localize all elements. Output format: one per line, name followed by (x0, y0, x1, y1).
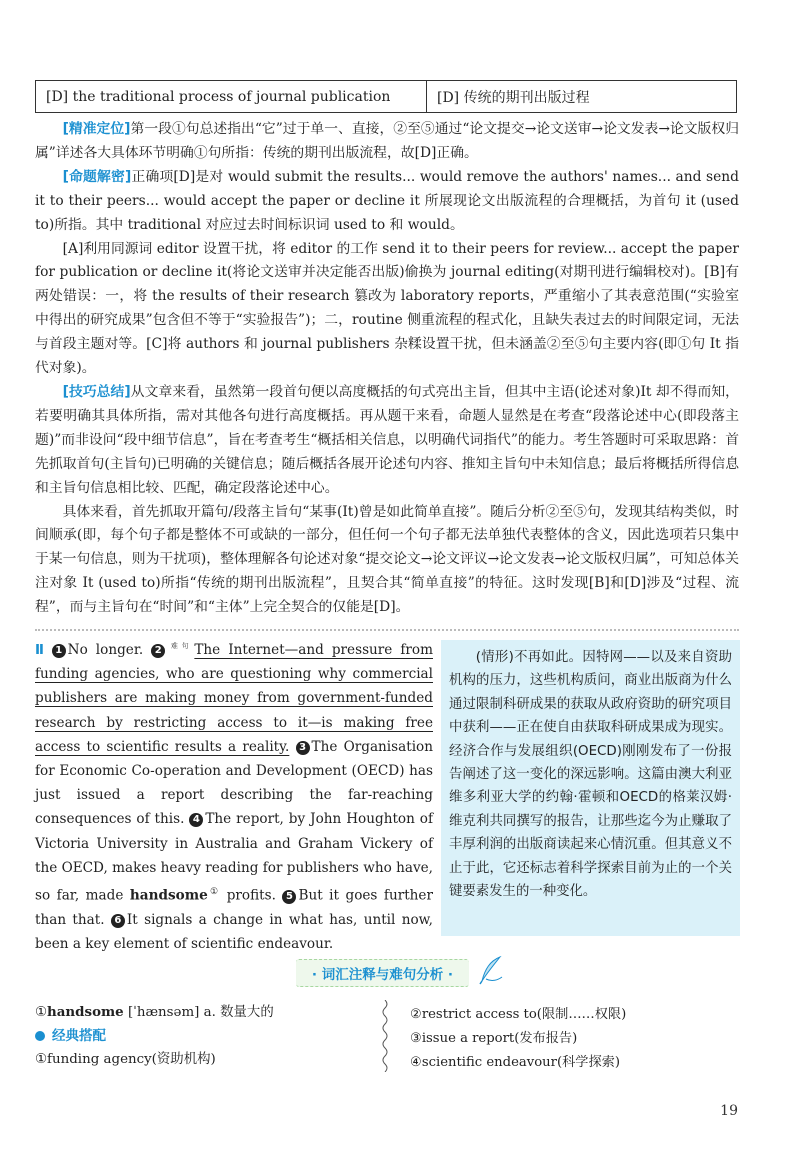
sentence: But it goes further than that. (35, 887, 433, 928)
sentence: It signals a change in what has, until now, been a key element of scientific endeavour. (35, 911, 433, 952)
sentence: The Organisation for Economic Co-operation and Development (OECD) has just issued a report describing the far-reaching consequences of this. (35, 738, 433, 828)
sentence-number: 5 (282, 890, 296, 904)
tag-precise-location: [精准定位] (62, 121, 131, 137)
vocab-heading-label: · 词汇注释与难句分析 · (296, 959, 469, 987)
quill-pen-icon (478, 955, 504, 985)
tag-proposition-decode: [命题解密] (62, 168, 132, 185)
difficult-sentence-mark: 难句 (167, 642, 193, 650)
vocab-entry (35, 1000, 365, 1024)
option-table (35, 80, 737, 113)
sentence-number: 4 (189, 813, 203, 827)
analysis-paragraph (35, 118, 739, 166)
sentence-number: 1 (52, 644, 66, 658)
analysis-paragraph: [A]利用同源词 editor 设置干扰，将 editor 的工作 send it to their peers for review... accept the paper for publication or decline it(将论文送审并决定能否出版)偷换为 journal editing(对期刊进行编辑校对)。[B]有两处错误：一，将 the results of their research 篡改为 laboratory reports，严重缩小了其表意范围(“实验室中得出的研究成果”包含但不等于“实验报告”)；二，routine 侧重流程的程式化，且缺失表过去的时间限定词，无法与首段主题对等。[C]将 authors 和 journal publishers 杂糅设置干扰，但未涵盖②至⑤句主要内容(即①句 It 指代对象)。 (35, 240, 739, 377)
difficult-sentence: The Internet—and pressure from funding agencies, who are questioning why commercial publishers are making money from government-funded research by restricting access to it—is making free access to scientific results a reality. (35, 642, 433, 755)
dotted-divider (35, 629, 739, 631)
collocation-item: ③issue a report(发布报告) (410, 1031, 578, 1046)
sentence: The report, by John Houghton of Victoria University in Australia and Graham Vickery of the OECD, makes heavy reading for publishers who have, so far, made (35, 811, 434, 904)
translation-box (441, 640, 740, 936)
analysis-paragraph: 具体来看，首先抓取开篇句/段落主旨句“某事(It)曾是如此简单直接”。随后分析②至⑤句，发现其结构类似，时间顺承(即，每个句子都是整体不可或缺的一部分，但任何一个句子都无法单独代表整体的含义，因此选项若只集中于某一句信息，则为干扰项)，整体理解各句论述对象“提交论文→论文评议→论文发表→论文版权归属”，可知总体关注对象 It (used to)所指“传统的期刊出版流程”，且契合其“简单直接”的特征。这时发现[B]和[D]涉及“过程、流程”，而与主旨句在“时间”和“主体”上完全契合的仅能是[D]。 (35, 503, 739, 616)
sentence-number: 3 (296, 741, 310, 755)
analysis-section (35, 118, 739, 620)
sentence: profits. (226, 887, 276, 904)
sentence: No longer. (67, 642, 144, 658)
analysis-paragraph (35, 381, 739, 501)
vocab-word-handsome: handsome (129, 887, 208, 904)
collocation-item: ②restrict access to(限制……权限) (410, 1007, 627, 1022)
vocab-entry-definition: [ˈhænsəm] a. 数量大的 (123, 1005, 274, 1020)
english-passage (35, 634, 433, 956)
collocation-heading (35, 1024, 365, 1048)
collocation-item: ①funding agency(资助机构) (35, 1052, 216, 1067)
sentence-number: 2 (151, 644, 165, 658)
vocab-entry-number: ① (35, 1005, 48, 1020)
vocab-right-column (410, 1003, 740, 1075)
sentence-number: 6 (111, 914, 125, 928)
translation-text: (情形)不再如此。因特网——以及来自资助机构的压力，这些机构质问，商业出版商为什么通过限制科研成果的获取从政府资助的研究项目中获利——正在使自由获取科研成果成为现实。经济合作与发展组织(OECD)刚刚发布了一份报告阐述了这一变化的深远影响。这篇由澳大利亚维多利亚大学的约翰·霍顿和OECD的格莱汉姆·维克利共同撰写的报告，让那些迄今为止赚取了丰厚利润的出版商读起来心情沉重。但其意义不止于此，它还标志着科学探索目前为止的一个关键要素发生的一种变化。 (449, 650, 732, 900)
bullet-dot-icon (35, 1031, 45, 1041)
section-number: Ⅱ (35, 642, 48, 658)
analysis-text: 正确项[D]是对 would submit the results... would remove the authors' names... and send it to their peers... would accept the paper or decline it 所展现论文出版流程的合理概括，为首句 it (used to)所指。其中 traditional 对应过去时间标识词 used to 和 would。 (35, 168, 739, 233)
page-number: 19 (720, 1103, 738, 1119)
tag-skill-summary: [技巧总结] (62, 383, 131, 400)
vocab-entry-word: handsome (47, 1004, 124, 1020)
analysis-text: 第一段①句总述指出“它”过于单一、直接，②至⑤通过“论文提交→论文送审→论文发表→论文版权归属”详述各大具体环节明确①句所指：传统的期刊出版流程，故[D]正确。 (35, 121, 739, 161)
collocation-heading-label: 经典搭配 (52, 1028, 106, 1044)
analysis-paragraph (35, 166, 739, 238)
vocab-section-heading (275, 960, 490, 986)
analysis-text: 从文章来看，虽然第一段首句便以高度概括的句式亮出主旨，但其中主语(论述对象)It 却不得而知，若要明确其具体所指，需对其他各句进行高度概括。再从题干来看，命题人显然是在考查“段落论述中心(即段落主题)”而非设问“段中细节信息”，旨在考查考生“概括相关信息，以明确代词指代”的能力。考生答题时可采取思路：首先抓取首句(主旨句)已明确的关键信息；随后概括各展开论述句内容、推知主旨句中未知信息；最后将概括所得信息和主旨句信息相比较、匹配，确定段落论述中心。 (35, 383, 739, 496)
option-d-english: [D] the traditional process of journal publication (36, 81, 427, 112)
collocation-item: ④scientific endeavour(科学探索) (410, 1055, 621, 1070)
wavy-divider (380, 1000, 390, 1072)
footnote-mark: ① (207, 887, 221, 898)
option-d-chinese: [D] 传统的期刊出版过程 (437, 89, 590, 106)
vocab-left-column (35, 1000, 365, 1072)
